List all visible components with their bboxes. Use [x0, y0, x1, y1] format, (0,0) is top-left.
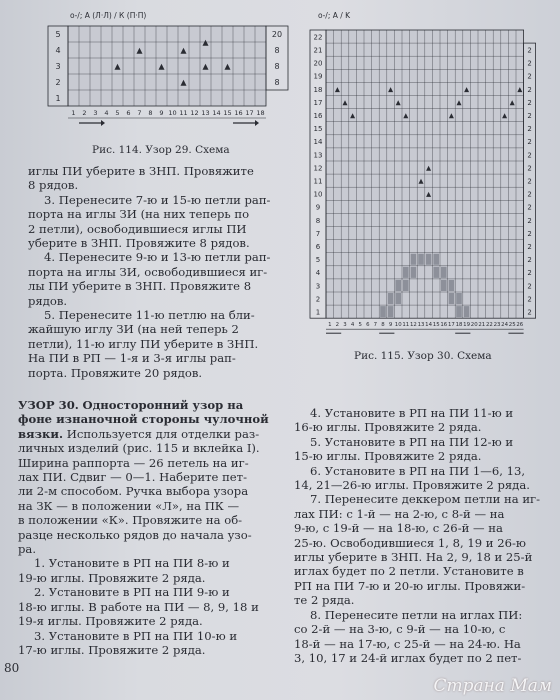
rows-count-label: 2: [527, 243, 532, 252]
pattern-30-section: [18, 398, 290, 657]
section-heading-rest: Односторонний узор на: [82, 398, 244, 412]
text-line: 16-ю иглы. Провяжите 2 ряда.: [294, 420, 482, 435]
column-number-label: 18: [455, 322, 463, 329]
text-line: 1. Установите в РП на ПИ 8-ю и: [34, 556, 230, 571]
working-needle-cell: [449, 280, 455, 291]
column-number-label: 15: [432, 322, 440, 329]
row-number-label: 18: [313, 85, 323, 94]
text-line: 9-ю, с 19-й — на 18-ю, с 26-й — на: [294, 521, 503, 536]
text-line: Используется для отделки раз-: [66, 426, 260, 441]
column-number-label: 8: [381, 322, 385, 329]
text-line: личных изделий (рис. 115 и вклейка I).: [18, 441, 260, 456]
row-number-label: 4: [55, 45, 61, 55]
row-number-label: 19: [313, 72, 323, 81]
rows-count-label: 2: [527, 72, 532, 81]
row-number-label: 3: [315, 282, 321, 291]
arrow-head-icon: [255, 120, 259, 126]
row-number-label: 22: [313, 33, 323, 42]
working-needle-cell: [433, 267, 439, 278]
column-number-label: 16: [440, 322, 448, 329]
row-number-label: 20: [313, 59, 323, 68]
column-number-label: 22: [485, 322, 493, 329]
column-number-label: 14: [212, 109, 221, 117]
text-line: 3, 10, 17 и 24-й иглах будет по 2 пет-: [294, 650, 522, 665]
figure-114-scheme: [28, 10, 298, 140]
rows-count-label: 20: [271, 29, 283, 39]
row-number-label: 16: [313, 112, 323, 121]
text-line: 4. Установите в РП на ПИ 11-ю и: [310, 406, 514, 420]
section-heading-title: УЗОР 30.: [18, 398, 79, 412]
row-number-label: 11: [313, 177, 323, 186]
column-number-label: 12: [409, 322, 417, 329]
column-number-label: 2: [82, 109, 87, 117]
rows-count-label: 2: [527, 216, 532, 225]
figure-115-scheme: [300, 4, 540, 344]
text-line: 3. Установите в РП на ПИ 10-ю и: [34, 628, 238, 643]
column-number-label: 5: [115, 109, 120, 117]
working-needle-cell: [411, 254, 417, 265]
text-line: жайшую иглу ЗИ (на ней теперь 2: [28, 322, 239, 337]
rows-count-label: 2: [527, 59, 532, 68]
text-line: петли), 11-ю иглу ПИ уберите в ЗНП.: [28, 336, 259, 351]
text-line: 19-я иглы. Провяжите 2 ряда.: [18, 614, 203, 629]
row-number-label: 4: [315, 269, 321, 278]
row-number-label: 2: [315, 295, 321, 304]
working-needle-cell: [395, 280, 401, 291]
working-needle-cell: [418, 254, 424, 265]
row-number-label: 17: [313, 98, 323, 107]
rows-count-label: 2: [527, 269, 532, 278]
rows-count-label: 2: [527, 190, 532, 199]
column-number-label: 10: [168, 109, 177, 117]
row-number-label: 5: [55, 29, 61, 39]
text-line: РП на ПИ 7-ю и 20-ю иглы. Провяжи-: [294, 578, 526, 593]
working-needle-cell: [388, 293, 394, 304]
text-line: те 2 ряда.: [294, 593, 355, 608]
working-needle-cell: [449, 293, 455, 304]
rows-count-label: 2: [527, 46, 532, 55]
text-line: 18-ю иглы. В работе на ПИ — 8, 9, 18 и: [18, 599, 259, 614]
row-number-label: 5: [315, 256, 321, 265]
row-number-label: 1: [55, 93, 61, 103]
text-line: 18-й — на 17-ю, с 25-й — на 24-ю. На: [294, 636, 521, 651]
row-number-label: 15: [313, 125, 323, 134]
column-number-label: 12: [190, 109, 199, 117]
right-column-text: [294, 406, 544, 665]
rows-count-label: 2: [527, 151, 532, 160]
column-number-label: 21: [478, 322, 486, 329]
column-number-label: 24: [501, 322, 509, 329]
column-number-label: 9: [159, 109, 164, 117]
text-line: 4. Перенесите 9-ю и 13-ю петли рап-: [44, 250, 271, 265]
text-line: На ПИ в РП — 1-я и 3-я иглы рап-: [28, 351, 236, 366]
text-line: 7. Перенесите деккером петли на иг-: [310, 492, 541, 507]
column-number-label: 16: [234, 109, 243, 117]
rows-count-label: 2: [527, 164, 532, 173]
section-heading: [18, 398, 290, 412]
row-number-label: 13: [313, 151, 323, 160]
row-number-label: 1: [315, 308, 321, 317]
column-number-label: 6: [126, 109, 131, 117]
text-line: 15-ю иглы. Провяжите 2 ряда.: [294, 449, 482, 464]
text-line: со 2-й — на 3-ю, с 9-й — на 10-ю, с: [294, 622, 506, 637]
text-line: ли 2-м способом. Ручка выбора узора: [18, 484, 249, 499]
text-line: 5. Установите в РП на ПИ 12-ю и: [310, 434, 514, 449]
text-line: рядов.: [28, 293, 68, 308]
text-line: лах ПИ. Сдвиг — 0—1. Наберите пет-: [18, 470, 248, 485]
working-needle-cell: [395, 293, 401, 304]
rows-count-label: 2: [527, 295, 532, 304]
text-line: порта на иглы ЗИ (на них теперь по: [28, 207, 250, 222]
section-heading-text: фоне изнаночной стороны чулочной: [18, 412, 269, 427]
column-number-label: 2: [335, 322, 340, 329]
text-line: ра.: [18, 542, 37, 557]
figure-114-caption: Рис. 114. Узор 29. Схема: [92, 144, 230, 156]
row-number-label: 9: [315, 203, 321, 212]
text-line: лы ПИ уберите в ЗНП. Провяжите 8: [28, 279, 252, 294]
text-line: иглы ПИ уберите в ЗНП. Провяжите: [28, 164, 254, 178]
rows-count-label: 2: [527, 112, 532, 121]
row-number-label: 6: [315, 243, 321, 252]
column-number-label: 3: [343, 322, 347, 329]
column-number-label: 5: [358, 322, 362, 329]
text-line: 8 рядов.: [28, 178, 79, 193]
rows-count-label: 2: [527, 138, 532, 147]
text-line: 17-ю иглы. Провяжите 2 ряда.: [18, 642, 206, 657]
working-needle-cell: [426, 254, 432, 265]
column-number-label: 18: [256, 109, 265, 117]
figure-115-caption: Рис. 115. Узор 30. Схема: [354, 350, 492, 362]
row-number-label: 10: [313, 190, 323, 199]
text-line: 19-ю иглы. Провяжите 2 ряда.: [18, 570, 206, 585]
text-line: 5. Перенесите 11-ю петлю на бли-: [44, 308, 255, 323]
column-number-label: 11: [179, 109, 188, 117]
text-line: порта на иглы ЗИ, освободившиеся иг-: [28, 264, 268, 279]
text-line: 14, 21—26-ю иглы. Провяжите 2 ряда.: [294, 478, 530, 493]
text-line: 3. Перенесите 7-ю и 15-ю петли рап-: [44, 192, 271, 207]
rows-count-label: 2: [527, 282, 532, 291]
section-heading-text: вязки.: [18, 426, 64, 441]
text-line: Ширина раппорта — 26 петель на иг-: [18, 455, 249, 470]
working-needle-cell: [403, 267, 409, 278]
working-needle-cell: [456, 293, 462, 304]
row-number-label: 14: [313, 138, 323, 147]
rows-count-label: 2: [527, 125, 532, 134]
column-number-label: 15: [223, 109, 232, 117]
section-line: [18, 427, 290, 441]
column-number-label: 19: [463, 322, 471, 329]
working-needle-cell: [388, 306, 394, 317]
text-line: лах ПИ: с 1-й — на 2-ю, с 8-й — на: [294, 506, 505, 521]
working-needle-cell: [403, 280, 409, 291]
fig114-legend: о-/; A (Л·Л) / К (П·П): [70, 11, 147, 20]
rows-count-label: 8: [274, 77, 280, 87]
column-number-label: 23: [493, 322, 501, 329]
column-number-label: 4: [350, 322, 355, 329]
text-line: 2 петли), освободившиеся иглы ПИ: [28, 221, 247, 236]
rows-count-label: 2: [527, 308, 532, 317]
text-line: уберите в ЗНП. Провяжите 8 рядов.: [28, 236, 250, 251]
row-number-label: 7: [315, 229, 321, 238]
column-number-label: 7: [373, 322, 378, 329]
text-line: на ЗК — в положении «Л», на ПК —: [18, 498, 240, 513]
section-heading-line2: [18, 412, 290, 426]
column-number-label: 7: [137, 109, 142, 117]
working-needle-cell: [464, 306, 470, 317]
column-number-label: 14: [425, 322, 433, 329]
row-number-label: 21: [313, 46, 323, 55]
column-number-label: 3: [93, 109, 98, 117]
rows-count-label: 8: [274, 45, 280, 55]
column-number-label: 17: [245, 109, 254, 117]
rows-count-label: 2: [527, 229, 532, 238]
text-line: 8. Перенесите петли на иглах ПИ:: [310, 607, 523, 622]
text-line: иглах будет по 2 петли. Установите в: [294, 564, 524, 579]
arrow-head-icon: [101, 120, 105, 126]
column-number-label: 25: [508, 322, 516, 329]
text-line: порта. Провяжите 20 рядов.: [28, 365, 203, 380]
rows-count-label: 2: [527, 177, 532, 186]
column-number-label: 20: [470, 322, 478, 329]
column-number-label: 13: [201, 109, 210, 117]
text-line: 6. Установите в РП на ПИ 1—6, 13,: [310, 463, 526, 478]
working-needle-cell: [433, 254, 439, 265]
text-line: разце несколько рядов до начала узо-: [18, 527, 252, 542]
column-number-label: 17: [447, 322, 455, 329]
rows-count-label: 2: [527, 98, 532, 107]
page-number: 80: [4, 661, 20, 675]
column-number-label: 8: [148, 109, 153, 117]
rows-count-label: 2: [527, 256, 532, 265]
text-line: 25-ю. Освободившиеся 1, 8, 19 и 26-ю: [294, 535, 526, 550]
watermark-logo: Страна Мам: [433, 676, 552, 696]
text-line: 2. Установите в РП на ПИ 9-ю и: [34, 585, 230, 600]
row-number-label: 3: [55, 61, 61, 71]
row-number-label: 2: [55, 77, 61, 87]
column-number-label: 1: [71, 109, 76, 117]
rows-count-label: 2: [527, 203, 532, 212]
working-needle-cell: [441, 280, 447, 291]
text-line: в положении «К». Провяжите на об-: [18, 513, 243, 528]
rows-count-label: 8: [274, 61, 280, 71]
row-number-label: 8: [315, 216, 321, 225]
column-number-label: 1: [328, 322, 332, 329]
working-needle-cell: [411, 267, 417, 278]
text-line: иглы уберите в ЗНП. На 2, 9, 18 и 25-й: [294, 550, 533, 565]
left-column-upper-text: [28, 164, 290, 380]
column-number-label: 4: [104, 109, 109, 117]
fig115-legend: о-/; A / K: [318, 11, 351, 20]
column-number-label: 13: [417, 322, 425, 329]
rows-count-label: 2: [527, 85, 532, 94]
column-number-label: 9: [388, 322, 393, 329]
working-needle-cell: [380, 306, 386, 317]
column-number-label: 11: [402, 322, 410, 329]
column-number-label: 10: [394, 322, 402, 329]
working-needle-cell: [456, 306, 462, 317]
column-number-label: 26: [516, 322, 524, 329]
row-number-label: 12: [313, 164, 323, 173]
column-number-label: 6: [366, 322, 370, 329]
working-needle-cell: [441, 267, 447, 278]
